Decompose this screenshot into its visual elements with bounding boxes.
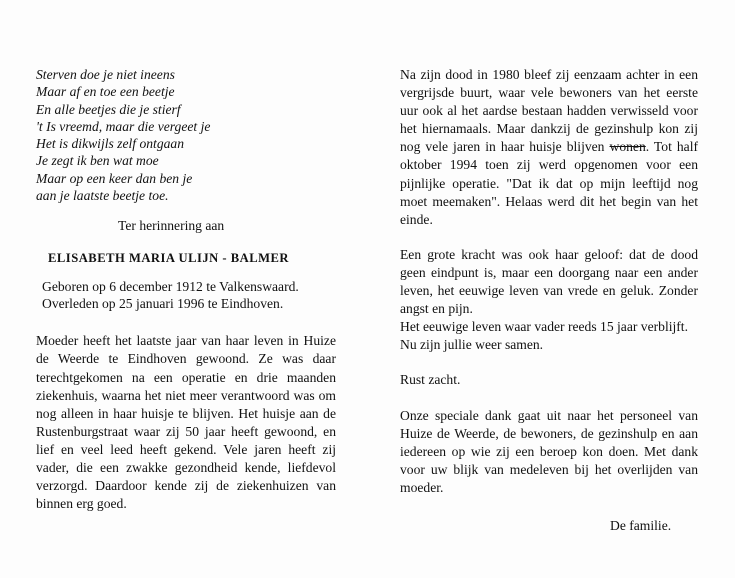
birth-date-line: Geboren op 6 december 1912 te Valkenswaard. bbox=[42, 279, 299, 295]
biography-paragraph: Moeder heeft het laatste jaar van haar leven in Huize de Weerde te Eindhoven gewoond. Ze was daar terechtgekomen na een operatie en drie maanden ziekenhuis, waarna het niet meer verantwoord was om nog alleen in haar huisje te blijven. Het huisje aan de Rustenburgstraat waar zij 50 jaar heeft gewoond, en lief en veel leed heeft gekend. Vele jaren heeft zij vader, die een zwakke gezondheid kende, liefdevol verzorgd. Daardoor kende zij de ziekenhuizen van binnen erg goed. bbox=[36, 333, 336, 512]
later-life-text-end: . Tot half oktober 1994 toen zij werd opgenomen voor een pijnlijke operatie. "Dat ik dat op mijn leeftijd nog moet meemaken". Helaas werd dit het begin van het einde. bbox=[400, 139, 698, 227]
right-page bbox=[400, 66, 698, 497]
together-line: Nu zijn jullie weer samen. bbox=[400, 337, 544, 353]
rest-in-peace: Rust zacht. bbox=[400, 372, 461, 388]
in-memory-heading: Ter herinnering aan bbox=[118, 218, 225, 234]
faith-paragraph: Een grote kracht was ook haar geloof: dat de dood geen eindpunt is, maar een doorgang naar een ander leven, het eeuwige leven van vrede en geluk. Zonder angst en pijn. bbox=[400, 246, 698, 317]
deceased-name: ELISABETH MARIA ULIJN - BALMER bbox=[48, 251, 290, 266]
family-signature: De familie. bbox=[610, 518, 672, 533]
poem-line: Het is dikwijls zelf ontgaan bbox=[36, 136, 185, 152]
poem-line: Maar af en toe een beetje bbox=[36, 84, 175, 100]
poem-line: Je zegt ik ben wat moe bbox=[36, 153, 159, 169]
poem-line: Sterven doe je niet ineens bbox=[36, 67, 175, 82]
life-dates bbox=[36, 278, 336, 312]
poem-line: En alle beetjes die je stierf bbox=[36, 101, 181, 117]
later-life-paragraph bbox=[400, 66, 698, 229]
poem-line: aan je laatste beetje toe. bbox=[36, 188, 169, 204]
paragraph-gap bbox=[400, 354, 698, 371]
poem-line: Maar op een keer dan ben je bbox=[36, 170, 193, 186]
struck-word: wonen bbox=[609, 139, 646, 155]
left-page bbox=[36, 66, 336, 513]
poem bbox=[36, 66, 336, 204]
thanks-paragraph: Onze speciale dank gaat uit naar het personeel van Huize de Weerde, de bewoners, de gezinshulp en aan iedereen op wie zij een beroep kon doen. Met dank voor uw blijk van medeleven bij het overlijden van moeder. bbox=[400, 407, 698, 495]
death-date-line: Overleden op 25 januari 1996 te Eindhoven. bbox=[42, 296, 284, 312]
paragraph-gap bbox=[400, 229, 698, 246]
eternal-life-line: Het eeuwige leven waar vader reeds 15 jaar verblijft. bbox=[400, 319, 688, 335]
poem-line: 't Is vreemd, maar die vergeet je bbox=[36, 118, 211, 134]
paragraph-gap bbox=[400, 390, 698, 407]
later-life-text-start: Na zijn dood in 1980 bleef zij eenzaam achter in een vergrijsde buurt, waar vele bewoners van het eerste uur ook al het aardse bestaan hadden verwisseld voor het hiernamaals. Maar dankzij de gezinshulp kon zij nog vele jaren in haar huisje blijven bbox=[400, 67, 698, 155]
